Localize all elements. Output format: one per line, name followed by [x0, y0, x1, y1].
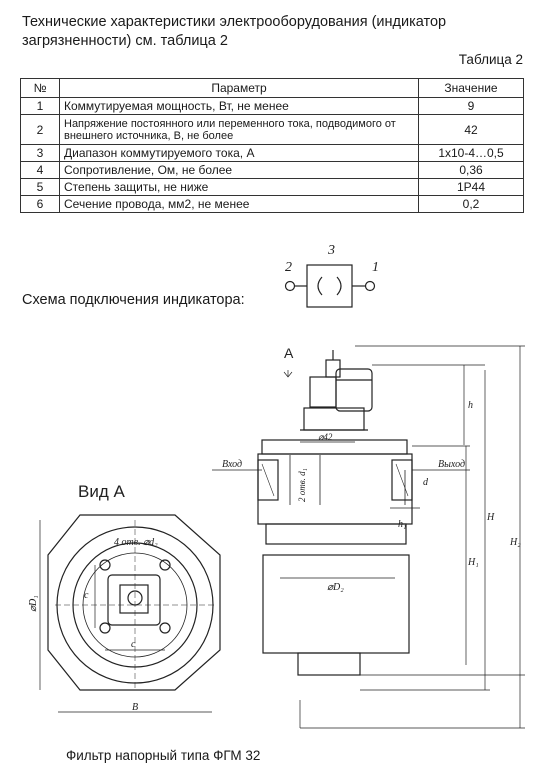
mount-hole-3: [100, 623, 110, 633]
row-parameter: Сопротивление, Ом, не более: [60, 162, 419, 179]
dim-B: B: [132, 702, 139, 713]
indicator-contact-box: [307, 265, 352, 307]
row-number: 1: [21, 98, 60, 115]
row-parameter: Степень защиты, не ниже: [60, 179, 419, 196]
row-value: 1х10-4…0,5: [419, 145, 524, 162]
dim-c-vertical: c: [84, 590, 89, 601]
contact-arc-left: [318, 277, 322, 295]
dim-H1: H₁: [468, 557, 479, 568]
dim-H: H: [487, 512, 495, 523]
port-inlet-label: Вход: [222, 459, 243, 470]
row-parameter: Коммутируемая мощность, Вт, не менее: [60, 98, 419, 115]
pin-label-3: 3: [328, 243, 335, 258]
row-value: 42: [419, 115, 524, 145]
figure-caption: Фильтр напорный типа ФГМ 32: [66, 748, 261, 763]
row-value: 0,36: [419, 162, 524, 179]
terminal-2: [286, 282, 295, 291]
row-number: 5: [21, 179, 60, 196]
row-parameter: Напряжение постоянного или переменного тока, подводимого от внешнего источника, В, не более: [60, 115, 419, 145]
dim-H2: H₂: [510, 537, 521, 548]
dim-thread: 2 отв. d₁: [297, 468, 307, 502]
row-value: 9: [419, 98, 524, 115]
dim-D1: ⌀D₁: [28, 595, 39, 612]
view-a-title: Вид А: [78, 482, 125, 501]
dim-h: h: [468, 400, 473, 411]
row-number: 2: [21, 115, 60, 145]
row-number: 4: [21, 162, 60, 179]
col-header-number: №: [21, 79, 60, 98]
dim-c-horizontal: c: [131, 639, 136, 650]
row-parameter: Сечение провода, мм2, не менее: [60, 196, 419, 213]
col-header-parameter: Параметр: [60, 79, 419, 98]
filter-side-view: [258, 350, 412, 675]
dim-42: ⌀42: [318, 432, 333, 442]
mount-hole-4: [160, 623, 170, 633]
row-number: 6: [21, 196, 60, 213]
dim-D2: ⌀D₂: [327, 582, 344, 593]
dimension-lines: [212, 346, 525, 728]
table-label: Таблица 2: [458, 52, 523, 67]
row-value: 1Р44: [419, 179, 524, 196]
pin-label-1: 1: [372, 260, 379, 275]
scheme-label: Схема подключения индикатора:: [22, 292, 245, 308]
terminal-1: [366, 282, 375, 291]
view-arrow-label: А: [284, 345, 294, 361]
row-parameter: Диапазон коммутируемого тока, А: [60, 145, 419, 162]
holes-note: 4 отв. ⌀d₂: [114, 537, 158, 548]
pin-label-2: 2: [285, 260, 292, 275]
document-heading: Технические характеристики электрооборудования (индикатор загрязненности) см. таблица 2: [22, 14, 447, 49]
port-outlet-label: Выход: [438, 459, 465, 470]
wiring-scheme: [286, 265, 375, 307]
dim-h1: h₁: [398, 519, 407, 530]
col-header-value: Значение: [419, 79, 524, 98]
row-number: 3: [21, 145, 60, 162]
dim-d: d: [423, 477, 428, 488]
row-value: 0,2: [419, 196, 524, 213]
contact-arc-right: [337, 277, 341, 295]
